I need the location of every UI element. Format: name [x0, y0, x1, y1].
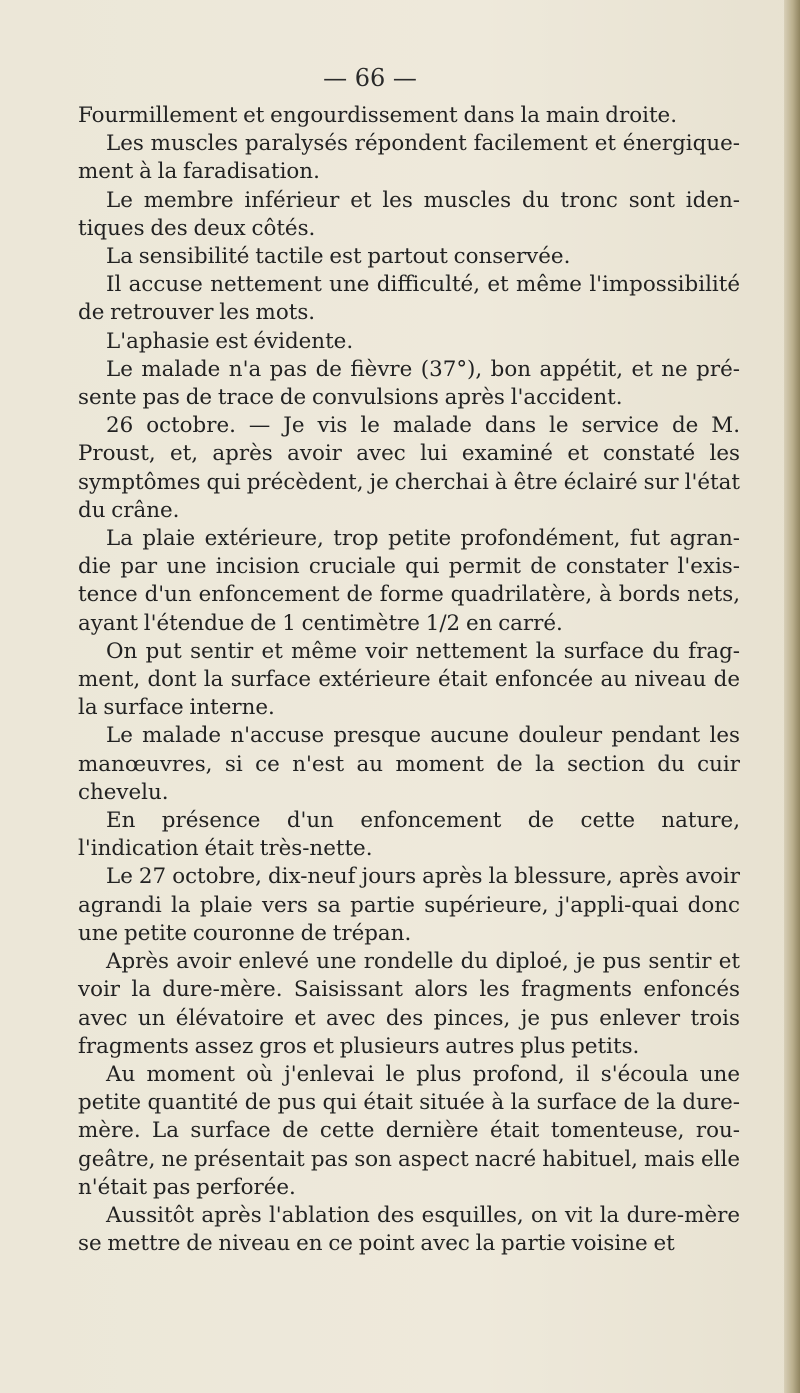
page-number: — 66 — [323, 64, 417, 92]
paragraph: La sensibilité tactile est partout conservée. [106, 244, 571, 270]
paragraph: Après avoir enlevé une rondelle du diploé, je pus sentir et voir la dure-mère. Saisissant alors les fragments enfoncés avec un élévatoire et avec des pinces, je pus enlever trois fragments assez gros et plusieurs autres plus petits. [78, 949, 740, 1059]
paragraph: Les muscles paralysés répondent facilement et énergique-ment à la faradisation. [78, 131, 740, 185]
paragraph: Aussitôt après l'ablation des esquilles, on vit la dure-mère se mettre de niveau en ce point avec la partie voisine et [78, 1202, 740, 1257]
paragraph: L'aphasie est évidente. [106, 328, 354, 354]
page-edge-shadow [784, 0, 800, 1393]
paragraph: 26 octobre. — Je vis le malade dans le service de M. Proust, et, après avoir avec lui examiné et constaté les symptômes qui précèdent, je cherchai à être éclairé sur l'état du crâne. [78, 413, 740, 523]
paragraph: On put sentir et même voir nettement la surface du frag-ment, dont la surface extérieure était enfoncée au niveau de la surface interne. [78, 638, 740, 721]
paragraph: En présence d'un enfoncement de cette nature, l'indication était très-nette. [78, 808, 740, 862]
paragraph: Au moment où j'enlevai le plus profond, il s'écoula une petite quantité de pus qui était située à la surface de la dure-mère. La surface de cette dernière était tomenteuse, rou-geâtre, ne présentait pas son aspect nacré habituel, mais elle n'était pas perforée. [78, 1061, 740, 1200]
paragraph: Le 27 octobre, dix-neuf jours après la blessure, après avoir agrandi la plaie vers sa partie supérieure, j'appli-quai donc une petite couronne de trépan. [78, 864, 740, 946]
body-text [78, 102, 740, 1258]
paragraph: La plaie extérieure, trop petite profondément, fut agran-die par une incision cruciale qui permit de constater l'exis-tence d'un enfoncement de forme quadrilatère, à bords nets, ayant l'étendue de 1 centimètre 1/2 en carré. [78, 526, 740, 636]
paragraph: Fourmillement et engourdissement dans la main droite. [78, 103, 677, 128]
paragraph: Le malade n'accuse presque aucune douleur pendant les manœuvres, si ce n'est au moment de la section du cuir chevelu. [78, 723, 740, 805]
paragraph: Il accuse nettement une difficulté, et même l'impossibilité de retrouver les mots. [78, 272, 740, 326]
paragraph: Le malade n'a pas de fièvre (37°), bon appétit, et ne pré-sente pas de trace de convulsions après l'accident. [78, 356, 740, 411]
paragraph: Le membre inférieur et les muscles du tronc sont iden-tiques des deux côtés. [78, 187, 740, 241]
